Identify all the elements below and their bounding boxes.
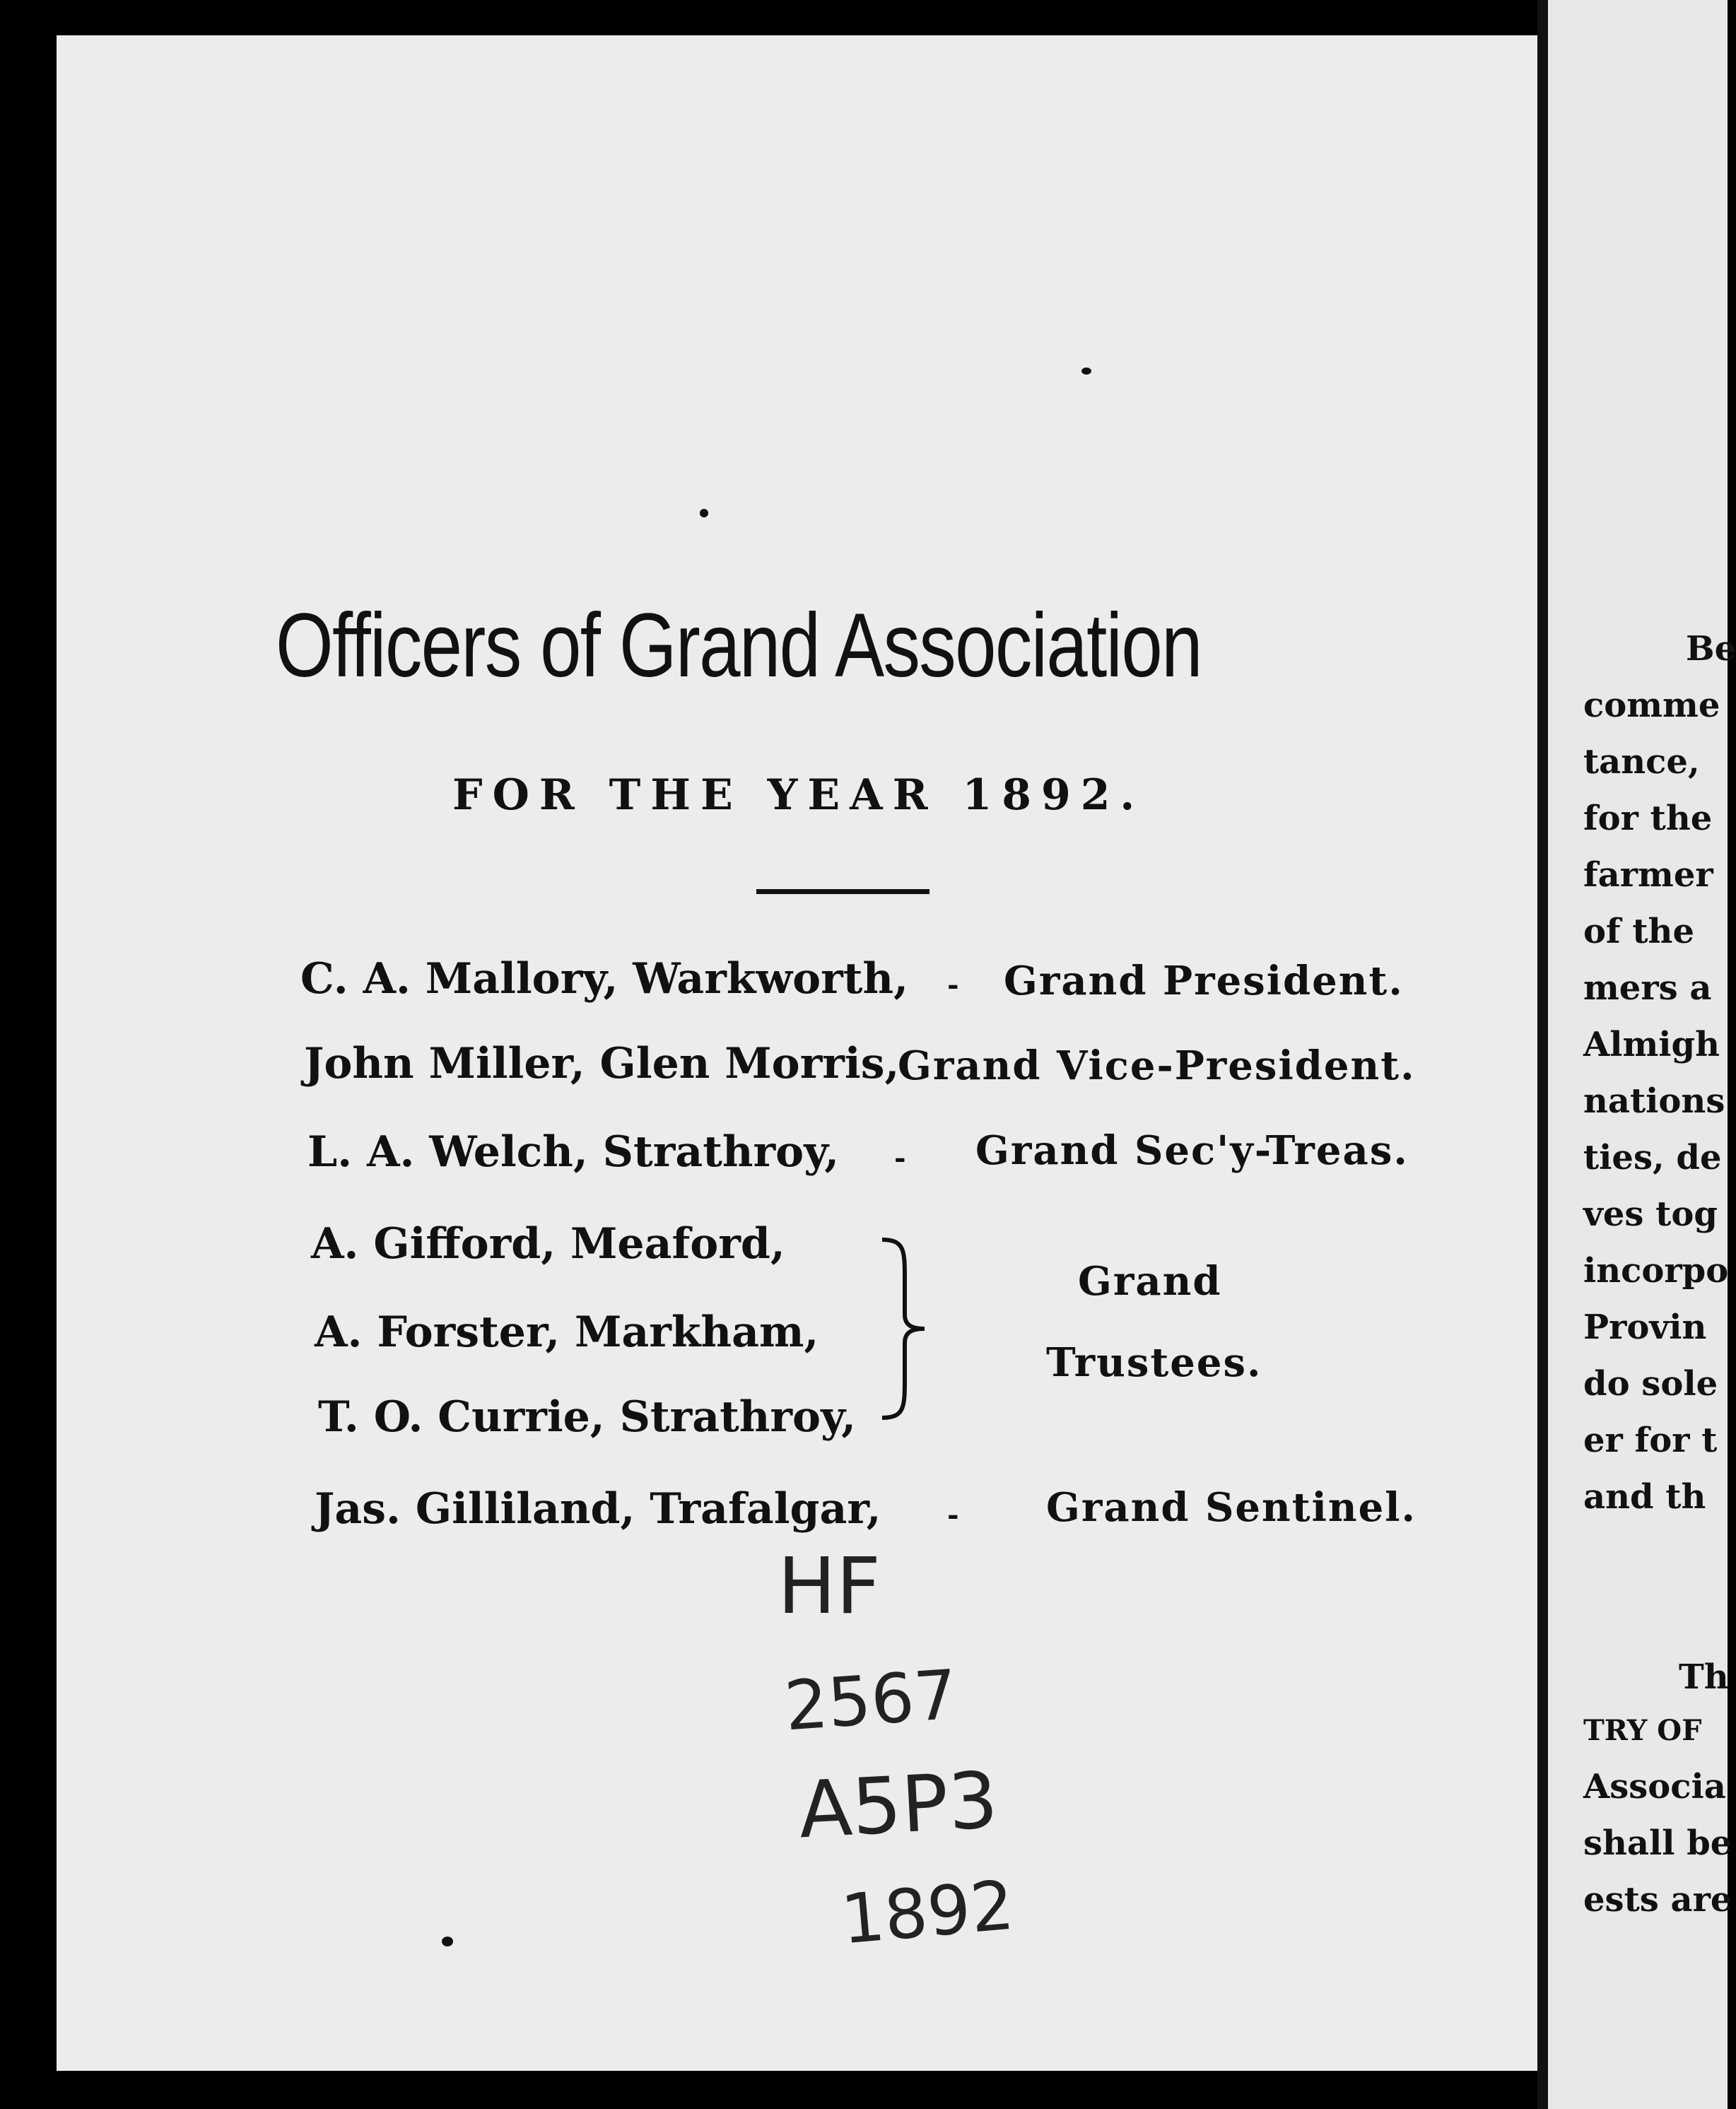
text-line: shall be [1583, 1823, 1732, 1863]
text-line: Th [1679, 1657, 1729, 1697]
page-title: Officers of Grand Association [276, 595, 1202, 696]
text-line: ties, de [1583, 1138, 1722, 1177]
officer-title: Grand Sentinel. [1046, 1484, 1417, 1531]
text-line: of the [1583, 912, 1694, 951]
left-page [57, 35, 1537, 2071]
text-line: nations [1583, 1081, 1725, 1121]
text-line: incorpo [1583, 1251, 1729, 1291]
text-line: mers a [1583, 968, 1712, 1008]
right-page [1548, 0, 1736, 2109]
text-line: for the [1583, 799, 1713, 838]
call-number-line: 2567 [782, 1655, 960, 1746]
text-line: tance, [1583, 742, 1700, 782]
ink-speck [1081, 368, 1091, 375]
divider-rule [756, 889, 929, 894]
text-line: er for t [1583, 1421, 1718, 1460]
bleed-through-top [396, 170, 409, 226]
ink-speck [442, 1937, 453, 1946]
text-line: ves tog [1583, 1194, 1718, 1234]
officer-title: Grand Sec'y-Treas. [975, 1127, 1409, 1174]
trustees-label-line2: Trustees. [1046, 1339, 1262, 1386]
leader-dash: - [947, 1498, 959, 1532]
text-line: Almigh [1583, 1025, 1720, 1064]
text-line: Associa [1583, 1767, 1726, 1807]
text-line: and th [1583, 1477, 1706, 1517]
officer-name: L. A. Welch, Strathroy, [307, 1127, 840, 1177]
trustees-label-line1: Grand [1078, 1258, 1222, 1305]
text-line: Provin [1583, 1308, 1707, 1347]
text-line: do sole [1583, 1364, 1718, 1404]
text-line: ests are [1583, 1880, 1732, 1920]
text-line: Be [1686, 629, 1736, 669]
officer-name: A. Gifford, Meaford, [311, 1219, 785, 1269]
brace-symbol [876, 1237, 933, 1421]
call-number-line: HF [778, 1541, 881, 1631]
call-number-line: A5P3 [796, 1754, 1000, 1856]
officer-name: John Miller, Glen Morris, [304, 1039, 900, 1088]
page-gutter [1537, 0, 1548, 2109]
officer-name: Jas. Gilliland, Trafalgar, [315, 1484, 881, 1534]
officer-title: Grand Vice-President. [898, 1042, 1416, 1089]
ink-speck [700, 509, 708, 517]
leader-dash: - [894, 1141, 906, 1175]
officer-name: A. Forster, Markham, [315, 1308, 819, 1357]
text-line: TRY OF [1583, 1714, 1702, 1747]
leader-dash: - [947, 968, 959, 1001]
text-line: comme [1583, 686, 1720, 725]
officer-name: T. O. Currie, Strathroy, [318, 1392, 857, 1442]
officer-title: Grand President. [1004, 958, 1404, 1004]
officer-name: C. A. Mallory, Warkworth, [300, 954, 908, 1004]
text-line: farmer [1583, 855, 1713, 895]
call-number-line: 1892 [838, 1865, 1017, 1960]
page-subtitle: FOR THE YEAR 1892. [452, 770, 1145, 820]
